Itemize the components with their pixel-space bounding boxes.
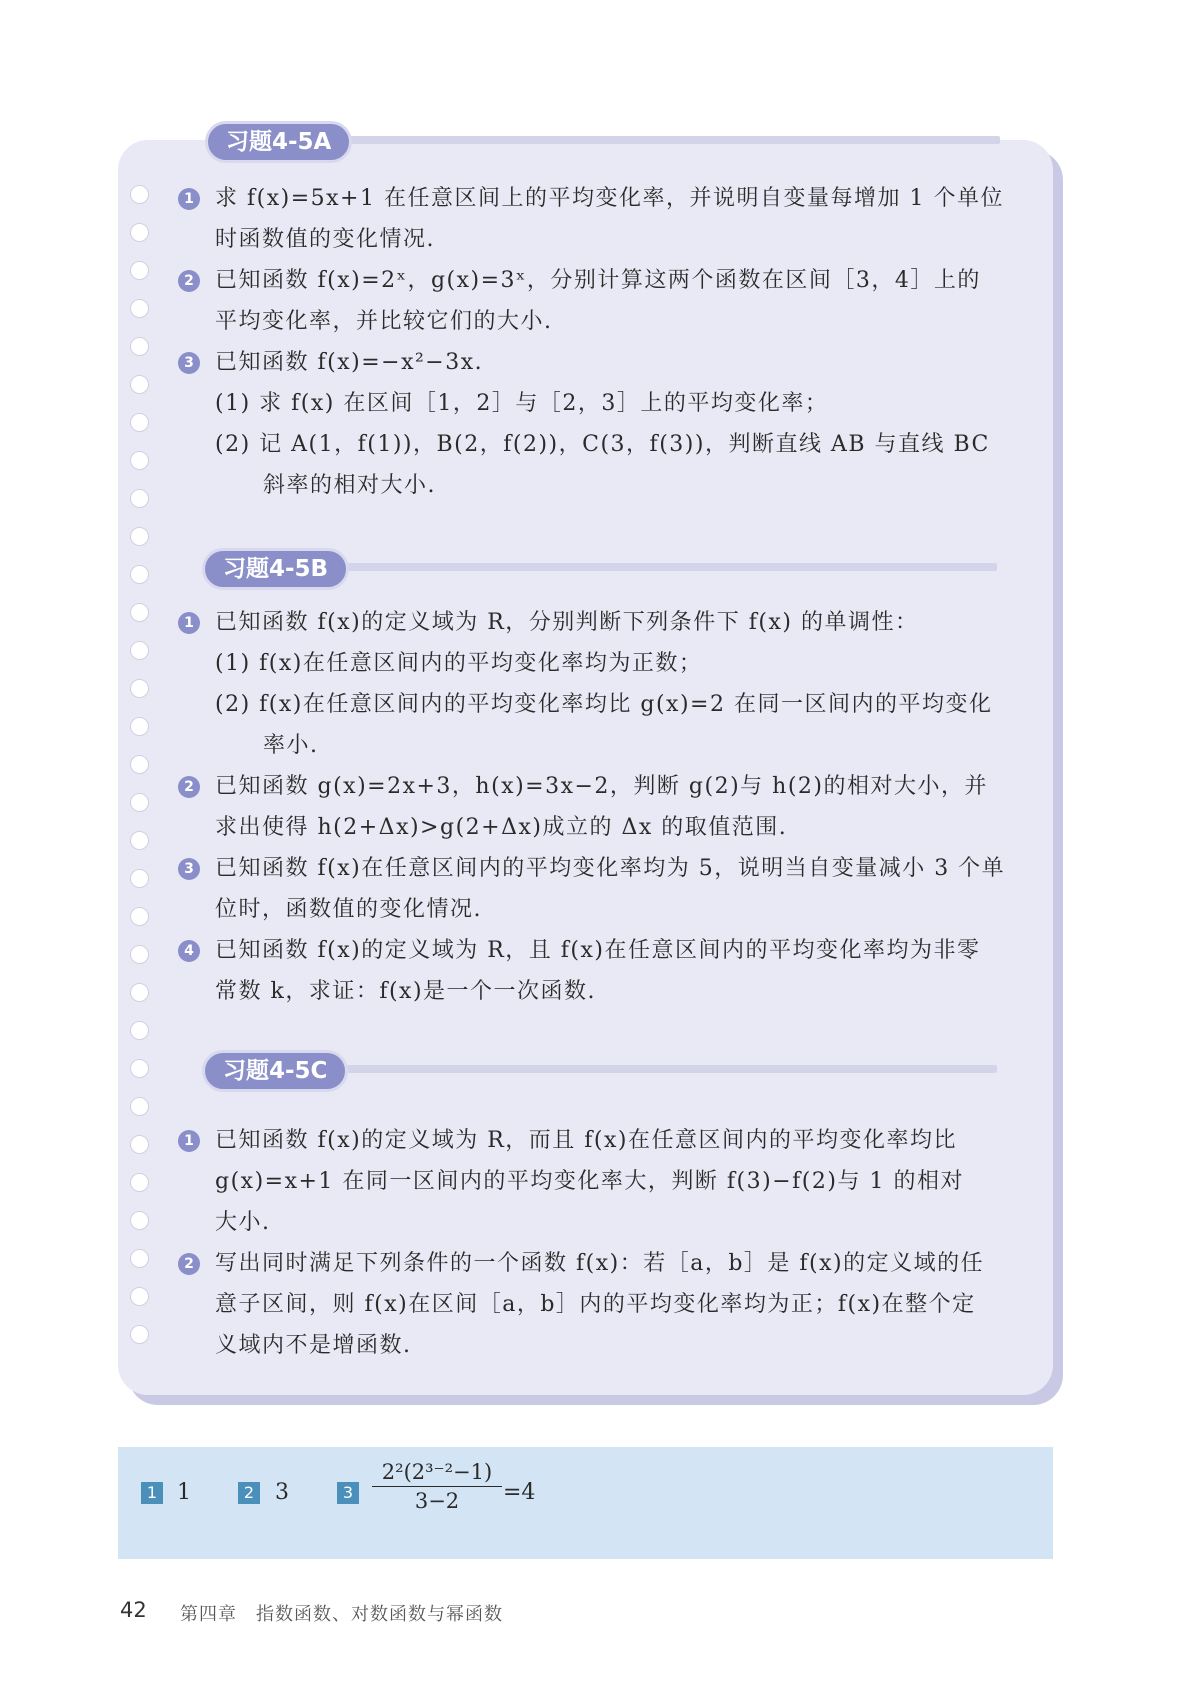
section-b-line: 已知函数 f(x)的定义域为 R，分别判断下列条件下 f(x) 的单调性： <box>215 610 919 635</box>
binder-hole <box>130 1173 149 1192</box>
binder-hole <box>130 375 149 394</box>
binder-hole <box>130 1059 149 1078</box>
fraction-denominator: 3−2 <box>414 1489 460 1513</box>
answer-label: 3 <box>337 1482 359 1504</box>
question-number: 3 <box>178 352 200 374</box>
answer-label: 2 <box>238 1482 260 1504</box>
section-b-line: 常数 k，求证：f(x)是一个一次函数. <box>215 979 597 1004</box>
answer-label: 1 <box>141 1482 163 1504</box>
binder-hole <box>130 755 149 774</box>
section-b-tag: 习题4-5B <box>202 548 349 590</box>
binder-holes <box>130 185 160 1365</box>
section-a-line: 时函数值的变化情况. <box>215 227 435 252</box>
binder-hole <box>130 489 149 508</box>
binder-hole <box>130 1021 149 1040</box>
section-c-line: 意子区间，则 f(x)在区间［a，b］内的平均变化率均为正；f(x)在整个定 <box>215 1292 976 1317</box>
binder-hole <box>130 1135 149 1154</box>
question-number: 1 <box>178 1130 200 1152</box>
binder-hole <box>130 185 149 204</box>
binder-hole <box>130 451 149 470</box>
question-number: 1 <box>178 188 200 210</box>
binder-hole <box>130 717 149 736</box>
binder-hole <box>130 869 149 888</box>
section-b-line: 位时，函数值的变化情况. <box>215 897 482 922</box>
section-c-rule <box>300 1065 997 1073</box>
section-c-tag: 习题4-5C <box>202 1050 348 1092</box>
binder-hole <box>130 983 149 1002</box>
binder-hole <box>130 299 149 318</box>
binder-hole <box>130 831 149 850</box>
section-b-line: (1) f(x)在任意区间内的平均变化率均为正数； <box>215 651 703 676</box>
section-a-line: 斜率的相对大小. <box>263 473 436 498</box>
question-number: 2 <box>178 270 200 292</box>
binder-hole <box>130 337 149 356</box>
section-a-line: (2) 记 A(1，f(1))，B(2，f(2))，C(3，f(3))，判断直线 AB 与直线 BC <box>215 432 990 457</box>
section-a-line: 已知函数 f(x)=−x²−3x. <box>215 350 484 375</box>
page-number: 42 <box>120 1598 147 1622</box>
section-a-line: 已知函数 f(x)=2ˣ，g(x)=3ˣ，分别计算这两个函数在区间［3，4］上的 <box>215 268 981 293</box>
chapter-title: 第四章 指数函数、对数函数与幂函数 <box>180 1604 503 1625</box>
binder-hole <box>130 641 149 660</box>
binder-hole <box>130 413 149 432</box>
section-b-rule <box>300 563 997 571</box>
section-c-line: 已知函数 f(x)的定义域为 R，而且 f(x)在任意区间内的平均变化率均比 <box>215 1128 957 1153</box>
section-a-line: 平均变化率，并比较它们的大小. <box>215 309 553 334</box>
binder-hole <box>130 793 149 812</box>
binder-hole <box>130 907 149 926</box>
section-a-tag: 习题4-5A <box>205 121 352 163</box>
section-b-line: (2) f(x)在任意区间内的平均变化率均比 g(x)=2 在同一区间内的平均变化 <box>215 692 993 717</box>
answer-fraction <box>372 1460 502 1513</box>
binder-hole <box>130 1211 149 1230</box>
question-number: 2 <box>178 776 200 798</box>
question-number: 2 <box>178 1253 200 1275</box>
section-b-line: 已知函数 g(x)=2x+3，h(x)=3x−2，判断 g(2)与 h(2)的相对大小，并 <box>215 774 988 799</box>
section-b-line: 已知函数 f(x)在任意区间内的平均变化率均为 5，说明当自变量减小 3 个单 <box>215 856 1006 881</box>
binder-hole <box>130 527 149 546</box>
question-number: 3 <box>178 858 200 880</box>
section-c-line: 义域内不是增函数. <box>215 1333 412 1358</box>
question-number: 4 <box>178 940 200 962</box>
binder-hole <box>130 1097 149 1116</box>
section-c-line: g(x)=x+1 在同一区间内的平均变化率大，判断 f(3)−f(2)与 1 的相对 <box>215 1169 964 1194</box>
fraction-bar <box>372 1486 502 1487</box>
binder-hole <box>130 945 149 964</box>
section-c-line: 写出同时满足下列条件的一个函数 f(x)：若［a，b］是 f(x)的定义域的任 <box>215 1251 985 1276</box>
section-a-line: (1) 求 f(x) 在区间［1，2］与［2，3］上的平均变化率； <box>215 391 829 416</box>
section-b-line: 已知函数 f(x)的定义域为 R，且 f(x)在任意区间内的平均变化率均为非零 <box>215 938 981 963</box>
binder-hole <box>130 1287 149 1306</box>
binder-hole <box>130 1249 149 1268</box>
section-a-rule <box>300 136 1000 144</box>
answer-value: 3 <box>275 1480 289 1505</box>
binder-hole <box>130 261 149 280</box>
binder-hole <box>130 679 149 698</box>
binder-hole <box>130 223 149 242</box>
section-b-line: 率小. <box>263 733 319 758</box>
question-number: 1 <box>178 612 200 634</box>
binder-hole <box>130 603 149 622</box>
fraction-numerator: 2²(2³⁻²−1) <box>381 1460 493 1484</box>
section-a-line: 求 f(x)=5x+1 在任意区间上的平均变化率，并说明自变量每增加 1 个单位 <box>215 186 1004 211</box>
binder-hole <box>130 565 149 584</box>
binder-hole <box>130 1325 149 1344</box>
answer-result: =4 <box>503 1480 536 1505</box>
section-b-line: 求出使得 h(2+Δx)>g(2+Δx)成立的 Δx 的取值范围. <box>215 815 788 840</box>
answer-value: 1 <box>177 1480 191 1505</box>
section-c-line: 大小. <box>215 1210 271 1235</box>
